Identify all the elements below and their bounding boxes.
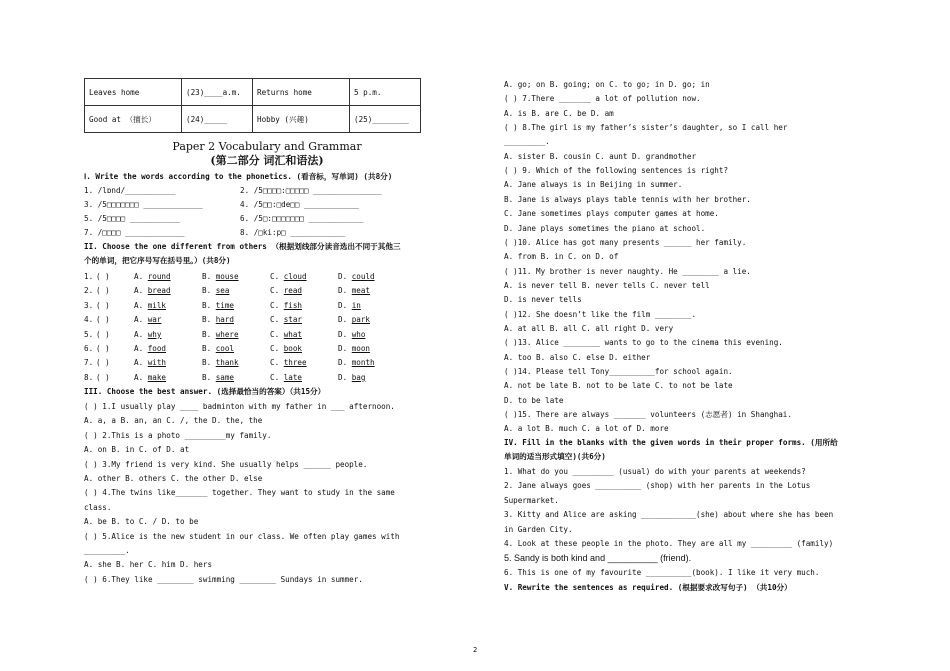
section-2-title-cont: 个的单词，把它序号写在括号里。）(共8分) [84, 256, 231, 265]
option-c [270, 299, 302, 313]
section-2-title: II. Choose the one different from others （根据划线部分读音选出不同于其他三 [84, 242, 401, 251]
answer-bracket: ( ) [96, 300, 110, 310]
question-line: ( )12. She doesn’t like the film ________. [504, 309, 697, 319]
option-letter: C. [270, 329, 284, 339]
option-word: book [283, 344, 303, 353]
question-line: ( )13. Alice ________ wants to go to the cinema this evening. [504, 338, 783, 348]
question-line: B. Jane is always plays table tennis with her brother. [504, 194, 751, 204]
option-a [134, 356, 166, 370]
option-d [338, 299, 361, 313]
option-d [338, 328, 365, 342]
question-number: 1. [84, 272, 94, 281]
phonetic-item: 8. /□ki:p□ ____________ [240, 228, 346, 237]
option-word: bread [147, 286, 171, 296]
question-line: A. Jane always is in Beijing in summer. [504, 180, 683, 190]
option-letter: A. [134, 272, 148, 281]
option-letter: D. [338, 286, 352, 296]
option-a [134, 328, 161, 342]
option-letter: D. [338, 372, 352, 382]
option-c [270, 342, 302, 356]
option-word: where [215, 329, 239, 339]
question-number: 2. [84, 286, 94, 296]
option-a [134, 284, 171, 298]
question-number: 4. [84, 315, 94, 325]
fill-blank-line: 2. Jane always goes __________ (shop) with her parents in the Lotus [504, 481, 811, 491]
section-3-title: III. Choose the best answer. (选择最恰当的答案）（共15分） [84, 387, 326, 396]
option-word: meat [351, 286, 371, 296]
phonetic-item: 5. /5□□□□ ___________ [84, 214, 181, 223]
question-line: ( ) 3.My friend is very kind. She usually helps ______ people. [84, 459, 368, 469]
option-word: sea [215, 286, 230, 296]
question-line: D. is never tells [504, 295, 582, 305]
option-word: who [351, 329, 366, 339]
option-word: three [283, 358, 307, 368]
option-word: thank [215, 358, 239, 368]
option-d [338, 342, 370, 356]
fill-blank-line: Supermarket. [504, 495, 559, 505]
option-d [338, 270, 375, 284]
question-line: ( ) 9. Which of the following sentences is right? [504, 166, 729, 176]
option-b [202, 313, 234, 327]
option-b [202, 284, 229, 298]
question-line: ( ) 1.I usually play ____ badminton with my father in ___ afternoon. [84, 402, 395, 411]
option-word: food [147, 344, 167, 353]
table-cell: (23)____a.m. [182, 79, 253, 106]
option-letter: A. [134, 286, 148, 296]
option-word: with [147, 358, 167, 368]
option-a [134, 299, 166, 313]
answer-bracket: ( ) [96, 272, 110, 281]
table-cell: Leaves home [85, 79, 182, 106]
paper-title: Paper 2 Vocabulary and Grammar [172, 140, 362, 153]
question-line: ( ) 7.There _______ a lot of pollution now. [504, 94, 701, 104]
option-word: round [147, 272, 171, 281]
option-word: could [351, 272, 375, 281]
option-a [134, 270, 171, 284]
question-line: ( ) 8.The girl is my father’s sister’s daughter, so I call her [504, 123, 788, 133]
question-line: _________. [84, 546, 130, 555]
question-number: 5. [84, 329, 94, 339]
table-cell: 5 p.m. [350, 79, 421, 106]
question-line: A. she B. her C. him D. hers [84, 560, 213, 570]
option-word: park [351, 315, 371, 325]
question-line: C. Jane sometimes plays computer games at home. [504, 209, 719, 219]
option-letter: D. [338, 344, 352, 353]
phonetic-item: 1. /lɒnd/___________ [84, 186, 176, 195]
option-b [202, 356, 239, 370]
fill-blank-line: 6. This is one of my favourite __________(book). I like it very much. [504, 567, 820, 577]
option-word: hard [215, 315, 235, 325]
table-cell: Good at （擅长） [85, 106, 182, 133]
option-c [270, 356, 307, 370]
option-letter: B. [202, 358, 216, 368]
fill-blank-line: 5. Sandy is both kind and __________ (friend). [504, 553, 692, 564]
option-letter: B. [202, 286, 216, 296]
option-c [270, 284, 302, 298]
option-letter: A. [134, 372, 148, 382]
option-word: mouse [215, 272, 239, 281]
option-word: make [147, 372, 167, 382]
table-cell: Hobby (兴趣) [253, 106, 350, 133]
phonetic-item: 3. /5□□□□□□□ _____________ [84, 200, 203, 209]
option-letter: B. [202, 272, 216, 281]
question-line: _________. [504, 137, 550, 147]
answer-bracket: ( ) [96, 315, 110, 325]
option-letter: A. [134, 358, 148, 368]
option-a [134, 313, 161, 327]
section-4-title: IV. Fill in the blanks with the given words in their proper forms. (用所给 [504, 438, 838, 447]
question-number: 3. [84, 300, 94, 310]
option-letter: D. [338, 300, 352, 310]
option-letter: B. [202, 344, 216, 353]
option-b [202, 342, 234, 356]
question-line: ( )11. My brother is never naughty. He ________ a lie. [504, 266, 751, 276]
option-letter: D. [338, 315, 352, 325]
option-word: milk [147, 300, 167, 310]
question-line: ( ) 6.They like ________ swimming ________ Sundays in summer. [84, 574, 363, 584]
option-c [270, 313, 302, 327]
option-c [270, 371, 302, 385]
option-b [202, 328, 239, 342]
fill-blank-line: in Garden City. [504, 524, 573, 534]
question-line: A. from B. in C. on D. of [504, 252, 619, 262]
option-d [338, 313, 370, 327]
option-a [134, 342, 166, 356]
option-word: time [215, 300, 235, 310]
option-letter: A. [134, 329, 148, 339]
option-word: cool [215, 344, 235, 353]
question-line: D. to be late [504, 395, 564, 405]
option-letter: A. [134, 315, 148, 325]
option-word: moon [351, 344, 371, 353]
question-line: class. [84, 502, 112, 512]
option-word: fish [283, 300, 303, 310]
option-letter: C. [270, 372, 284, 382]
option-letter: C. [270, 272, 284, 281]
section-1-title: Ⅰ. Write the words according to the phonetics. (看音标，写单词) (共8分) [84, 172, 393, 181]
option-d [338, 356, 375, 370]
page-number: 2 [473, 646, 478, 654]
option-letter: B. [202, 329, 216, 339]
option-word: what [283, 329, 303, 339]
phonetic-item: 4. /5□□:□de□□ ____________ [240, 200, 359, 209]
question-line: ( ) 2.This is a photo _________my family. [84, 430, 272, 440]
section-5-title: V. Rewrite the sentences as required. (根据要求改写句子) （共10分） [504, 583, 792, 592]
answer-bracket: ( ) [96, 329, 110, 339]
option-letter: A. [134, 344, 148, 353]
option-letter: A. [134, 300, 148, 310]
option-d [338, 371, 365, 385]
paper-subtitle: (第二部分 词汇和语法) [210, 154, 324, 167]
option-word: read [283, 286, 303, 296]
question-line: A. sister B. cousin C. aunt D. grandmother [504, 151, 697, 161]
section-4-title-cont: 单词的适当形式填空)(共6分) [504, 452, 606, 461]
question-line: A. a, a B. an, an C. /, the D. the, the [84, 416, 263, 426]
question-line: A. go; on B. going; on C. to go; in D. go; in [504, 80, 710, 89]
question-line: A. is B. are C. be D. am [504, 108, 614, 118]
question-number: 6. [84, 344, 94, 353]
option-word: war [147, 315, 162, 325]
table-cell: (25)________ [350, 106, 421, 133]
option-letter: C. [270, 286, 284, 296]
answer-bracket: ( ) [96, 286, 110, 296]
option-word: star [283, 315, 303, 325]
question-line: ( )15. There are always _______ volunteers (志愿者) in Shanghai. [504, 410, 792, 420]
phonetic-item: 6. /5□:□□□□□□□ ____________ [240, 214, 364, 223]
fill-blank-line: 4. Look at these people in the photo. They are all my _________ (family) [504, 539, 834, 548]
option-word: bag [351, 372, 366, 382]
fill-blank-line: 3. Kitty and Alice are asking ____________(she) about where she has been [504, 510, 834, 520]
option-c [270, 328, 302, 342]
option-b [202, 371, 234, 385]
option-d [338, 284, 370, 298]
table-cell: (24)_____ [182, 106, 253, 133]
answer-bracket: ( ) [96, 344, 110, 353]
option-letter: C. [270, 358, 284, 368]
option-letter: C. [270, 315, 284, 325]
option-b [202, 270, 239, 284]
question-line: A. other B. others C. the other D. else [84, 474, 263, 483]
question-line: A. a lot B. much C. a lot of D. more [504, 424, 669, 434]
question-line: A. not be late B. not to be late C. to not be late [504, 381, 733, 391]
question-line: D. Jane plays sometimes the piano at school. [504, 223, 706, 233]
table-cell: Returns home [253, 79, 350, 106]
phonetic-item: 7. /□□□□ _____________ [84, 228, 185, 237]
question-line: A. be B. to C. / D. to be [84, 517, 199, 527]
option-word: in [351, 300, 361, 310]
option-word: same [215, 372, 235, 382]
option-letter: B. [202, 300, 216, 310]
question-number: 7. [84, 358, 94, 368]
question-line: ( )14. Please tell Tony__________for school again. [504, 367, 733, 376]
question-line: ( )10. Alice has got many presents ______ her family. [504, 237, 747, 247]
question-line: ( ) 4.The twins like_______ together. They want to study in the same [84, 488, 395, 498]
question-number: 8. [84, 372, 94, 382]
answer-bracket: ( ) [96, 372, 110, 382]
question-line: A. too B. also C. else D. either [504, 352, 651, 362]
option-letter: B. [202, 372, 216, 382]
question-line: ( ) 5.Alice is the new student in our class. We often play games with [84, 531, 400, 541]
option-letter: D. [338, 358, 352, 368]
option-word: late [283, 372, 303, 382]
option-b [202, 299, 234, 313]
option-letter: C. [270, 300, 284, 310]
info-table [84, 78, 421, 133]
option-c [270, 270, 307, 284]
fill-blank-line: 1. What do you _________ (usual) do with your parents at weekends? [504, 467, 806, 476]
question-line: A. on B. in C. of D. at [84, 445, 190, 455]
option-word: why [147, 329, 162, 339]
option-letter: D. [338, 329, 352, 339]
option-a [134, 371, 166, 385]
option-letter: D. [338, 272, 352, 281]
question-line: A. at all B. all C. all right D. very [504, 323, 674, 333]
option-word: month [351, 358, 375, 368]
question-line: A. is never tell B. never tells C. never tell [504, 280, 710, 290]
option-letter: B. [202, 315, 216, 325]
option-word: cloud [283, 272, 307, 281]
answer-bracket: ( ) [96, 358, 110, 368]
phonetic-item: 2. /5□□□□:□□□□□ _______________ [240, 186, 382, 195]
option-letter: C. [270, 344, 284, 353]
